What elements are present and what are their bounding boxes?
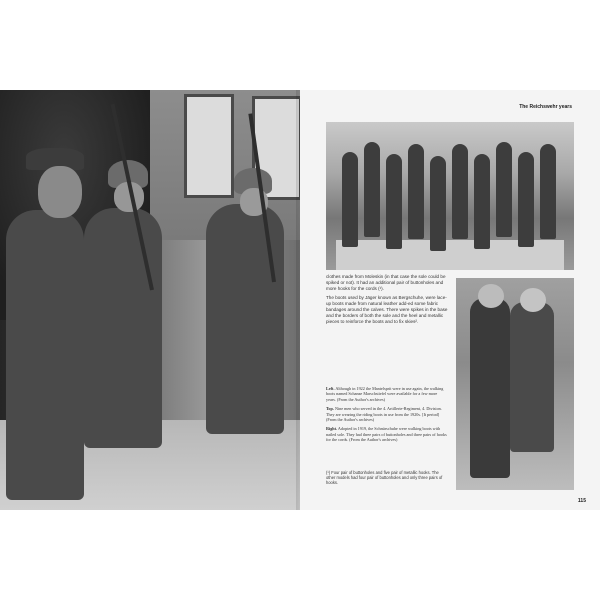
footnote: (¹) Four pair of buttonholes and five pair of metallic hooks. The other models had four pair of buttonholes and only three pairs of hooks. <box>326 470 443 486</box>
captions <box>326 386 448 447</box>
book-spread <box>0 90 600 510</box>
body-paragraph-1: clothes made from Moleskin (in that case the sole could be spiked or not). It had an additional pair of buttonholes and more hooks for the cords (¹). <box>326 274 446 291</box>
soldier-officer <box>6 210 84 500</box>
left-page-photo <box>0 90 300 510</box>
soldier-with-helmet-2 <box>206 204 284 434</box>
caption-left: Left. Although in 1922 the Mantelsprit were in use again, the walking boots named Schanze Marschstiefel were available for a few more years. (From the Author's archives) <box>326 386 444 402</box>
body-paragraph-2: The boots used by Jäger known as Bergschuhe, were lace-up boots made from natural leather add-ed some fabric bandages around the calves. There were spikes in the base and the borders of both the sole and the heel and metallic pieces to reinforce the boots and to fix skies². <box>326 295 448 324</box>
caption-right: Right. Adopted in 1919, the Schnürschuhe were walking boots with nailed sole. They had three pairs of buttonholes and three pairs of hooks for the cords. (From the Author's archives) <box>326 426 447 443</box>
page-number: 115 <box>577 498 586 504</box>
caption-top: Top. Nine men who served in the 4. Artillerie-Regiment, 4. Division. They are wearing the riding boots in use from the 1920s. [It period] (From the Author's archives) <box>326 406 442 423</box>
right-page <box>300 90 600 510</box>
soldier-with-helmet-1 <box>84 208 162 448</box>
body-text <box>326 274 448 328</box>
group-photo <box>326 122 574 270</box>
running-head: The Reichswehr years <box>519 104 572 110</box>
portrait-photo <box>456 278 574 490</box>
